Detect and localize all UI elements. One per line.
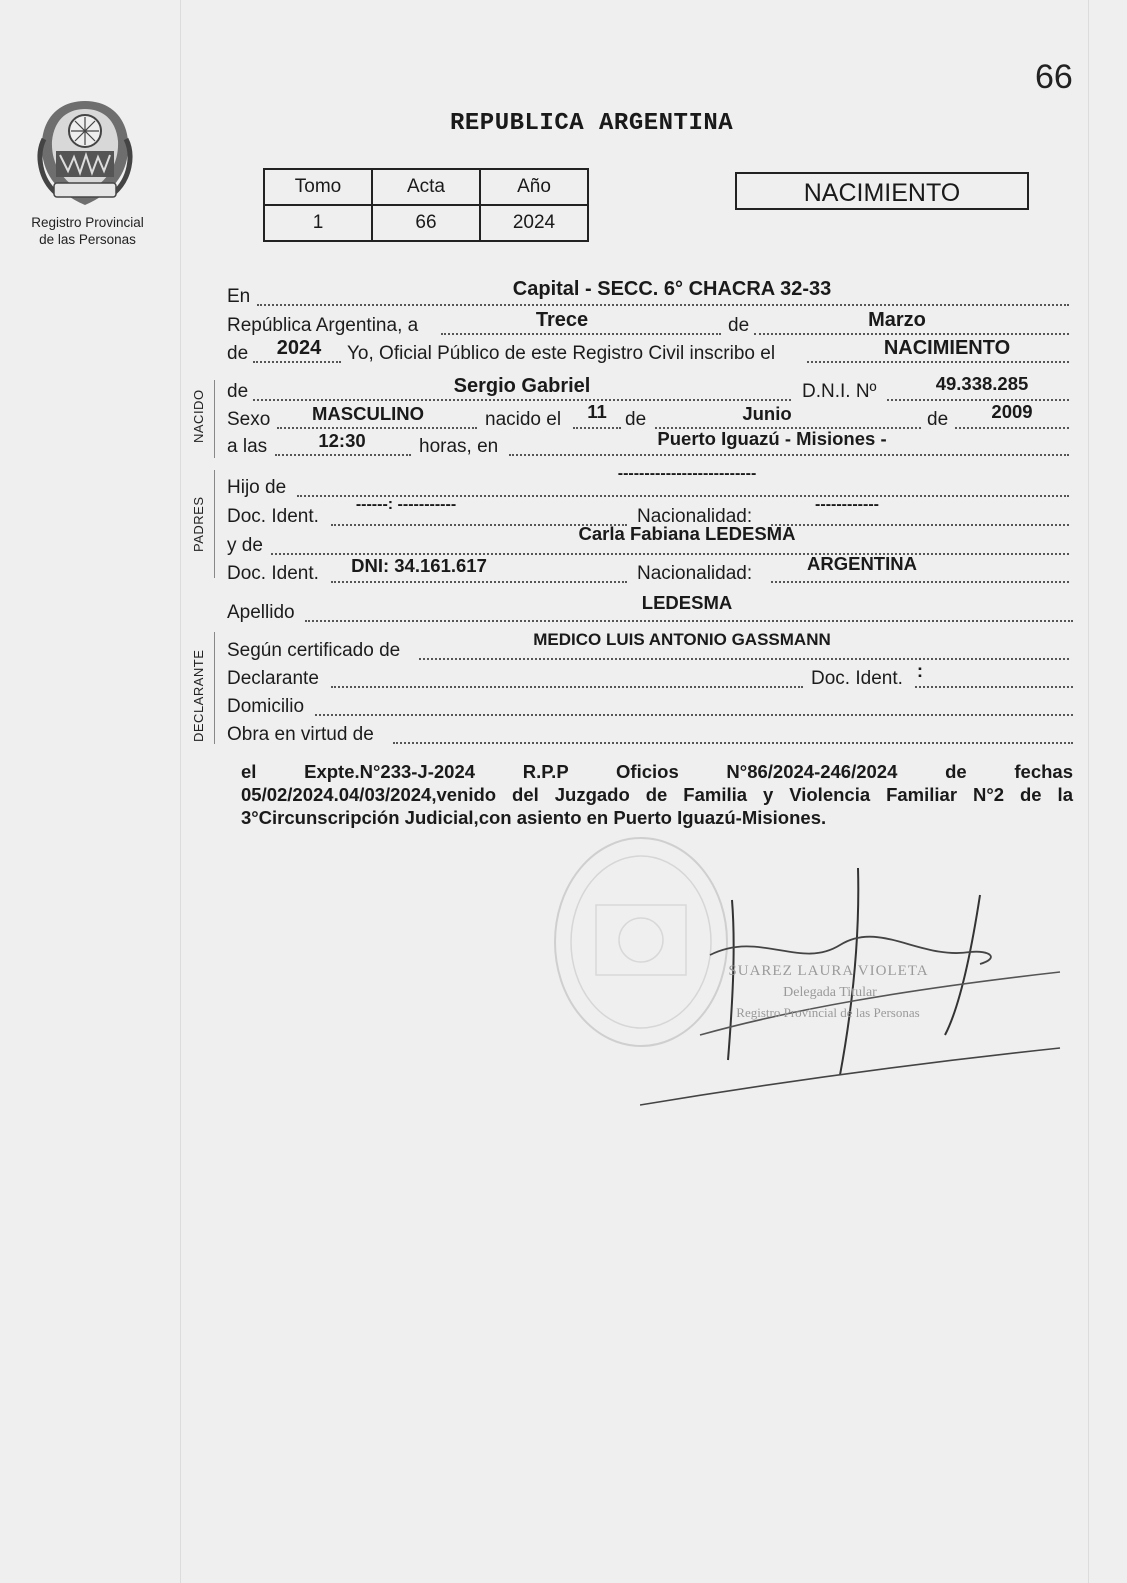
value-anio-inscripcion: 2024 xyxy=(276,337,322,359)
label-en: En xyxy=(227,286,251,307)
resolution-note: el Expte.N°233-J-2024 R.P.P Oficios N°86/2024-246/2024 de fechas 05/02/2024.04/03/2024,venido del Juzgado de Familia y Violencia Familiar N°2 de la 3°Circunscripción Judicial,con asiento en Puerto Iguazú-Misiones. xyxy=(241,761,1073,828)
label-doc-ident: Doc. Ident. xyxy=(811,668,903,689)
label-apellido: Apellido xyxy=(227,602,295,623)
value-nombre: Sergio Gabriel xyxy=(453,375,591,397)
section-bar-padres xyxy=(214,470,215,578)
label-horas-en: horas, en xyxy=(419,436,499,457)
value-dia-nacimiento: 11 xyxy=(587,401,607,422)
dotted-line xyxy=(315,714,1073,716)
logo-caption-line2: de las Personas xyxy=(39,232,136,247)
section-label-nacido: NACIDO xyxy=(191,389,206,443)
dotted-line xyxy=(573,427,621,429)
signer-name: SUAREZ LAURA VIOLETA xyxy=(728,963,929,979)
acta-header: Acta xyxy=(372,169,480,205)
dotted-line xyxy=(331,581,627,583)
signer-role: Delegada Titular xyxy=(783,985,877,1000)
value-certificado: MEDICO LUIS ANTONIO GASSMANN xyxy=(533,630,831,649)
row-hora xyxy=(227,430,1077,456)
register-value-row xyxy=(264,205,588,241)
value-lugar-nacimiento: Puerto Iguazú - Misiones - xyxy=(657,428,887,449)
document-type-box: NACIMIENTO xyxy=(735,172,1029,210)
row-y-de xyxy=(227,523,1077,556)
margin-line-left xyxy=(180,0,181,1583)
dotted-line xyxy=(257,304,1069,306)
dotted-line xyxy=(275,454,411,456)
dotted-line xyxy=(305,620,1073,622)
dotted-line xyxy=(393,742,1073,744)
row-declarante xyxy=(227,662,1077,688)
row-en xyxy=(227,280,1077,306)
tomo-header: Tomo xyxy=(264,169,372,205)
dotted-line xyxy=(441,333,721,335)
logo-caption-line1: Registro Provincial xyxy=(31,215,144,230)
value-hora: 12:30 xyxy=(318,430,366,451)
label-doc-ident: Doc. Ident. xyxy=(227,563,319,584)
value-dni: 49.338.285 xyxy=(935,373,1029,394)
dotted-line xyxy=(253,361,341,363)
label-obra-en-virtud: Obra en virtud de xyxy=(227,724,374,745)
row-segun-certificado xyxy=(227,630,1077,661)
value-tipo-acto: NACIMIENTO xyxy=(883,337,1011,359)
anio-header: Año xyxy=(480,169,588,205)
row-sexo xyxy=(227,403,1077,429)
provincia-de-misiones-seal-icon xyxy=(30,95,140,210)
register-header-row xyxy=(264,169,588,205)
label-republica-a: República Argentina, a xyxy=(227,315,419,336)
label-de: de xyxy=(227,381,249,402)
dotted-line xyxy=(807,361,1069,363)
dotted-line xyxy=(331,686,803,688)
label-hijo-de: Hijo de xyxy=(227,477,287,498)
label-yo-oficial: Yo, Oficial Público de este Registro Civil inscribo el xyxy=(347,343,776,364)
label-declarante: Declarante xyxy=(227,668,319,689)
label-de: de xyxy=(625,409,647,430)
label-de: de xyxy=(927,409,949,430)
row-nombre xyxy=(227,375,1077,401)
row-apellido xyxy=(227,592,1077,623)
signer-office: Registro Provincial de las Personas xyxy=(736,1005,920,1020)
label-nacionalidad: Nacionalidad: xyxy=(637,563,753,584)
label-dni: D.N.I. Nº xyxy=(802,381,877,402)
label-y-de: y de xyxy=(227,535,263,556)
label-de: de xyxy=(227,343,249,364)
value-madre: Carla Fabiana LEDESMA xyxy=(578,523,796,544)
dotted-line xyxy=(509,454,1069,456)
dotted-line xyxy=(754,333,1069,335)
value-lugar: Capital - SECC. 6° CHACRA 32-33 xyxy=(512,278,832,300)
dotted-line xyxy=(915,686,1073,688)
value-anio-nacimiento: 2009 xyxy=(991,401,1033,422)
label-sexo: Sexo xyxy=(227,409,271,430)
dotted-line xyxy=(771,581,1069,583)
value-dia-inscripcion: Trece xyxy=(535,309,589,331)
tomo-value: 1 xyxy=(264,205,372,241)
anio-value: 2024 xyxy=(480,205,588,241)
value-mes-nacimiento: Junio xyxy=(742,403,792,424)
label-segun-certificado: Según certificado de xyxy=(227,640,401,661)
label-doc-ident: Doc. Ident. xyxy=(227,506,319,527)
dotted-line xyxy=(955,427,1069,429)
row-republica xyxy=(227,309,1077,335)
row-obra-en-virtud xyxy=(227,718,1077,744)
value-apellido: LEDESMA xyxy=(641,592,733,613)
acta-value: 66 xyxy=(372,205,480,241)
row-hijo-de xyxy=(227,465,1077,498)
row-domicilio xyxy=(227,690,1077,716)
value-padre-nacionalidad: ------------ xyxy=(815,496,879,513)
dotted-line xyxy=(277,427,477,429)
value-madre-nacionalidad: ARGENTINA xyxy=(807,553,917,574)
value-declarante-doc: : xyxy=(916,660,924,681)
logo-caption xyxy=(0,214,175,248)
value-padre: -------------------------- xyxy=(617,465,757,482)
label-domicilio: Domicilio xyxy=(227,696,305,717)
section-bar-nacido xyxy=(214,380,215,458)
value-mes-inscripcion: Marzo xyxy=(868,309,926,331)
margin-line-right xyxy=(1088,0,1089,1583)
label-nacido-el: nacido el xyxy=(485,409,562,430)
row-madre-doc xyxy=(227,553,1077,584)
register-table xyxy=(263,168,589,242)
section-label-padres: PADRES xyxy=(191,496,206,552)
page-number: 66 xyxy=(1035,58,1073,96)
value-sexo: MASCULINO xyxy=(311,403,425,424)
dotted-line xyxy=(253,399,791,401)
section-label-declarante: DECLARANTE xyxy=(191,649,206,742)
dotted-line xyxy=(419,658,1069,660)
document-title: REPUBLICA ARGENTINA xyxy=(450,110,734,137)
section-bar-declarante xyxy=(214,632,215,744)
value-padre-doc: ------: ----------- xyxy=(355,496,457,513)
label-de: de xyxy=(728,315,750,336)
value-madre-doc: DNI: 34.161.617 xyxy=(351,555,487,576)
row-anio-inscripcion xyxy=(227,337,1077,363)
label-a-las: a las xyxy=(227,436,268,457)
label-nacionalidad: Nacionalidad: xyxy=(637,506,753,527)
